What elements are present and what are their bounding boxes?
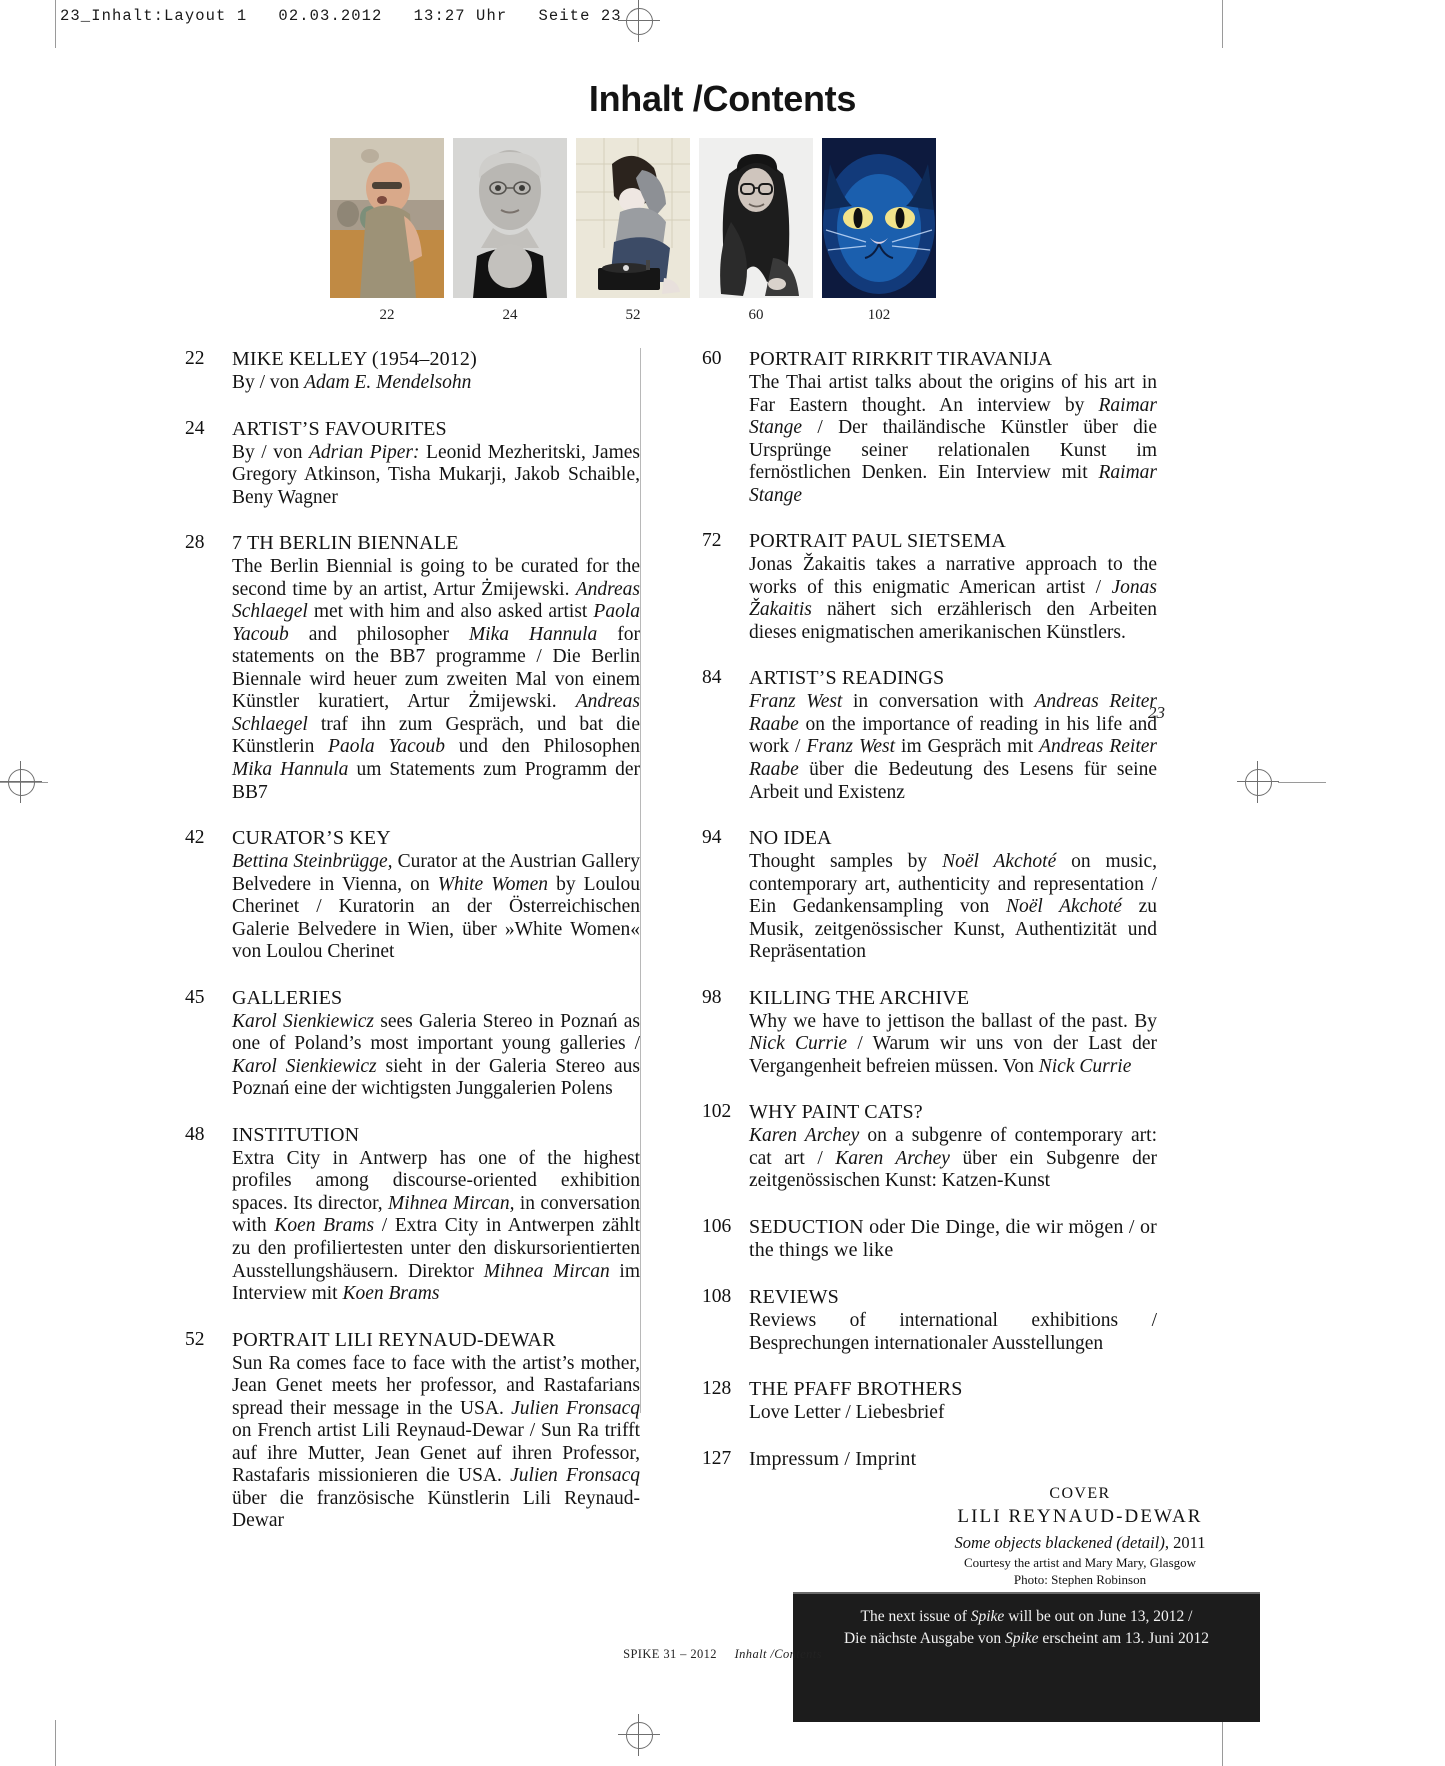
entry-body: [232, 1329, 640, 1533]
entry-page-number: 48: [185, 1123, 205, 1145]
entry-body: [749, 1286, 1157, 1355]
contents-entry[interactable]: [702, 1378, 1157, 1425]
thumbnail-item[interactable]: [576, 138, 690, 324]
entry-body: [749, 1101, 1157, 1193]
entry-page-number: 84: [702, 667, 722, 689]
entry-title: THE PFAFF BROTHERS: [749, 1378, 963, 1401]
thumbnail-page-number: 102: [867, 307, 891, 323]
contents-entry[interactable]: [702, 1448, 1157, 1472]
cover-work-title: Some objects blackened (detail), 2011: [954, 1532, 1206, 1552]
contents-entry[interactable]: [185, 418, 640, 510]
entry-body: [749, 987, 1157, 1079]
entry-title: PORTRAIT RIRKRIT TIRAVANIJA: [749, 348, 1053, 370]
thumbnail-image-22: [330, 138, 444, 298]
footer-section: Inhalt /Contents: [734, 1647, 822, 1661]
entry-page-number: 127: [702, 1447, 732, 1469]
thumbnail-page-number: 52: [625, 307, 641, 323]
entry-title: INSTITUTION: [232, 1123, 360, 1146]
contents-entry[interactable]: [702, 530, 1157, 644]
promo-line-de: Die nächste Ausgabe von Spike erscheint am 13. Juni 2012: [843, 1630, 1210, 1647]
page-footer: [0, 1647, 1445, 1662]
entry-description: Thought samples by Noël Akchoté on music, contemporary art, authenticity and representation / Ein Gedankensampling von Noël Akchoté zu Musik, zeitgenössischer Kunst, Authentizität und Repräsentation: [749, 851, 1157, 963]
entry-page-number: 98: [702, 986, 722, 1008]
cover-credit-block: [900, 1484, 1260, 1588]
contents-entry[interactable]: [185, 348, 640, 395]
entry-body: [749, 1216, 1157, 1263]
footer-issue: SPIKE 31 – 2012: [623, 1647, 717, 1661]
contents-entry[interactable]: [702, 987, 1157, 1079]
contents-entry[interactable]: [702, 1216, 1157, 1263]
entry-description: Why we have to jettison the ballast of the past. By Nick Currie / Warum wir uns von der Last der Vergangenheit befreien müssen. Von Nick Currie: [749, 1010, 1157, 1077]
contents-entry[interactable]: [185, 1329, 640, 1533]
entry-page-number: 22: [185, 348, 205, 369]
entry-description: The Thai artist talks about the origins of his art in Far Eastern thought. An interview by Raimar Stange / Der thailändische Künstler über die Ursprünge seiner relationalen Kunst im fernöstlichen Denken. Ein Interview mit Raimar Stange: [749, 372, 1157, 506]
crop-line-left: [55, 0, 56, 48]
thumbnail-page-number: 22: [379, 307, 395, 323]
entry-page-number: 28: [185, 532, 205, 554]
thumbnail-strip: [330, 138, 936, 324]
cover-artist: LILI REYNAUD-DEWAR: [957, 1506, 1203, 1528]
cover-photo-credit: Photo: Stephen Robinson: [1013, 1571, 1147, 1587]
contents-entry[interactable]: [185, 532, 640, 804]
page-folio: 23: [1148, 703, 1165, 722]
entry-description: Extra City in Antwerp has one of the highest profiles among discourse-oriented exhibition spaces. Its director, Mihnea Mircan, in conversation with Koen Brams / Extra City in Antwerpen zählt zu den profiliertesten unter den diskursorientierten Ausstellungshäusern. Direktor Mihnea Mircan im Interview mit Koen Brams: [232, 1147, 640, 1305]
entry-description: Karol Sienkiewicz sees Galeria Stereo in Poznań as one of Poland’s most important young galleries / Karol Sienkiewicz sieht in der Galeria Stereo aus Poznań eine der wichtigsten Junggalerien Polens: [232, 1010, 640, 1100]
entry-title: Impressum / Imprint: [749, 1447, 917, 1470]
entry-description: By / von Adam E. Mendelsohn: [232, 372, 472, 394]
entry-body: [749, 1378, 1157, 1425]
cover-label: COVER: [1049, 1485, 1111, 1502]
thumbnail-image-60: [699, 138, 813, 298]
thumbnail-page-number: 24: [502, 307, 518, 323]
contents-entry[interactable]: [702, 667, 1157, 804]
entry-body: [232, 348, 640, 395]
entry-title: GALLERIES: [232, 986, 343, 1009]
contents-entry[interactable]: [185, 1124, 640, 1306]
registration-mark-left: [0, 761, 42, 803]
thumbnail-page-number: 60: [748, 307, 764, 323]
entry-title: REVIEWS: [749, 1286, 839, 1309]
entry-description: By / von Adrian Piper: Leonid Mezheritski, James Gregory Atkinson, Tisha Mukarji, Jakob Schaible, Beny Wagner: [232, 441, 640, 508]
entry-description: Reviews of international exhibitions / Besprechungen internationaler Ausstellungen: [749, 1310, 1157, 1354]
entry-page-number: 42: [185, 827, 205, 849]
thumbnail-image-24: [453, 138, 567, 298]
entry-body: [749, 348, 1157, 507]
entry-description: Love Letter / Liebesbrief: [749, 1402, 945, 1424]
page-title: Inhalt /Contents: [588, 78, 857, 119]
entry-description: Bettina Steinbrügge, Curator at the Austrian Gallery Belvedere in Vienna, on White Women by Loulou Cherinet / Kuratorin an der Österreichischen Galerie Belvedere in Wien, über »White Women« von Loulou Cherinet: [232, 851, 640, 963]
thumbnail-image-102: [822, 138, 936, 298]
entry-page-number: 60: [702, 348, 722, 369]
thumbnail-item[interactable]: [453, 138, 567, 324]
entry-page-number: 45: [185, 986, 205, 1008]
entry-body: [749, 1448, 1157, 1472]
entry-title: 7 TH BERLIN BIENNALE: [232, 532, 459, 555]
entry-description: Sun Ra comes face to face with the artist’s mother, Jean Genet meets her professor, and Rastafarians spread their message in the USA. Julien Fronsacq on French artist Lili Reynaud-Dewar / Sun Ra trifft auf ihre Mutter, Jean Genet auf ihren Professor, Rastafaris missionieren die USA. Julien Fronsacq über die französische Künstlerin Lili Reynaud-Dewar: [232, 1352, 640, 1532]
entry-page-number: 24: [185, 417, 205, 439]
registration-mark-bottom: [618, 1714, 660, 1756]
crop-line-mid-right: [1278, 782, 1326, 783]
entry-description: Karen Archey on a subgenre of contemporary art: cat art / Karen Archey über ein Subgenre der zeitgenössischen Kunst: Katzen-Kunst: [749, 1125, 1157, 1192]
entry-page-number: 108: [702, 1286, 732, 1308]
entry-page-number: 106: [702, 1215, 732, 1237]
thumbnail-item[interactable]: [822, 138, 936, 324]
thumbnail-item[interactable]: [330, 138, 444, 324]
crop-line-right: [1222, 0, 1223, 48]
entry-body: [232, 532, 640, 804]
entry-body: [232, 987, 640, 1101]
entry-title: KILLING THE ARCHIVE: [749, 986, 970, 1009]
entry-title: PORTRAIT LILI REYNAUD-DEWAR: [232, 1328, 556, 1351]
registration-mark-top: [618, 0, 660, 42]
entry-body: [232, 827, 640, 964]
entry-description: Franz West in conversation with Andreas Reiter Raabe on the importance of reading in his life and work / Franz West im Gespräch mit Andreas Reiter Raabe über die Bedeutung des Lesens für seine Arbeit und Existenz: [749, 691, 1157, 803]
entry-page-number: 52: [185, 1328, 205, 1350]
entry-title: NO IDEA: [749, 827, 832, 850]
entry-body: [749, 667, 1157, 804]
prepress-slug: 23_Inhalt:Layout 1 02.03.2012 13:27 Uhr Seite 23: [60, 7, 622, 25]
contents-column-left: [185, 348, 640, 1556]
entry-title: ARTIST’S READINGS: [749, 667, 945, 690]
entry-body: [232, 1124, 640, 1306]
entry-body: [749, 530, 1157, 644]
contents-entry[interactable]: [185, 827, 640, 964]
entry-title: PORTRAIT PAUL SIETSEMA: [749, 530, 1006, 553]
contents-entry[interactable]: [702, 1101, 1157, 1193]
thumbnail-image-52: [576, 138, 690, 298]
entry-page-number: 94: [702, 827, 722, 849]
contents-entry[interactable]: [185, 987, 640, 1101]
entry-title: ARTIST’S FAVOURITES: [232, 417, 447, 440]
contents-column-right: [702, 348, 1157, 1556]
entry-title: WHY PAINT CATS?: [749, 1101, 923, 1124]
crop-line-right-bottom: [1222, 1720, 1223, 1766]
contents-columns: [185, 348, 1260, 1556]
contents-entry[interactable]: [702, 827, 1157, 964]
cover-courtesy: Courtesy the artist and Mary Mary, Glasgow: [963, 1554, 1197, 1570]
crop-line-left-bottom: [55, 1720, 56, 1766]
entry-description: The Berlin Biennial is going to be curated for the second time by an artist, Artur Żmijewski. Andreas Schlaegel met with him and also asked artist Paola Yacoub and philosopher Mika Hannula for statements on the BB7 programme / Die Berlin Biennale wird heuer zum zweiten Mal von einem Künstler kuratiert, Artur Żmijewski. Andreas Schlaegel traf ihn zum Gespräch, und bat die Künstlerin Paola Yacoub und den Philosophen Mika Hannula um Statements zum Programm der BB7: [232, 556, 640, 803]
contents-entry[interactable]: [702, 348, 1157, 507]
entry-page-number: 128: [702, 1378, 732, 1400]
entry-title: SEDUCTION oder Die Dinge, die wir mögen / or the things we like: [749, 1215, 1157, 1262]
entry-body: [749, 827, 1157, 964]
entry-page-number: 102: [702, 1101, 732, 1123]
entry-title: MIKE KELLEY (1954–2012): [232, 348, 477, 370]
contents-entry[interactable]: [702, 1286, 1157, 1355]
thumbnail-item[interactable]: [699, 138, 813, 324]
promo-line-en: The next issue of Spike will be out on June 13, 2012 /: [860, 1608, 1193, 1625]
entry-body: [232, 418, 640, 510]
entry-page-number: 72: [702, 530, 722, 552]
entry-title: CURATOR’S KEY: [232, 827, 391, 850]
entry-description: Jonas Žakaitis takes a narrative approach to the works of this enigmatic American artist / Jonas Žakaitis nähert sich erzählerisch den Arbeiten dieses enigmatischen amerikanischen Künstlers.: [749, 554, 1157, 643]
